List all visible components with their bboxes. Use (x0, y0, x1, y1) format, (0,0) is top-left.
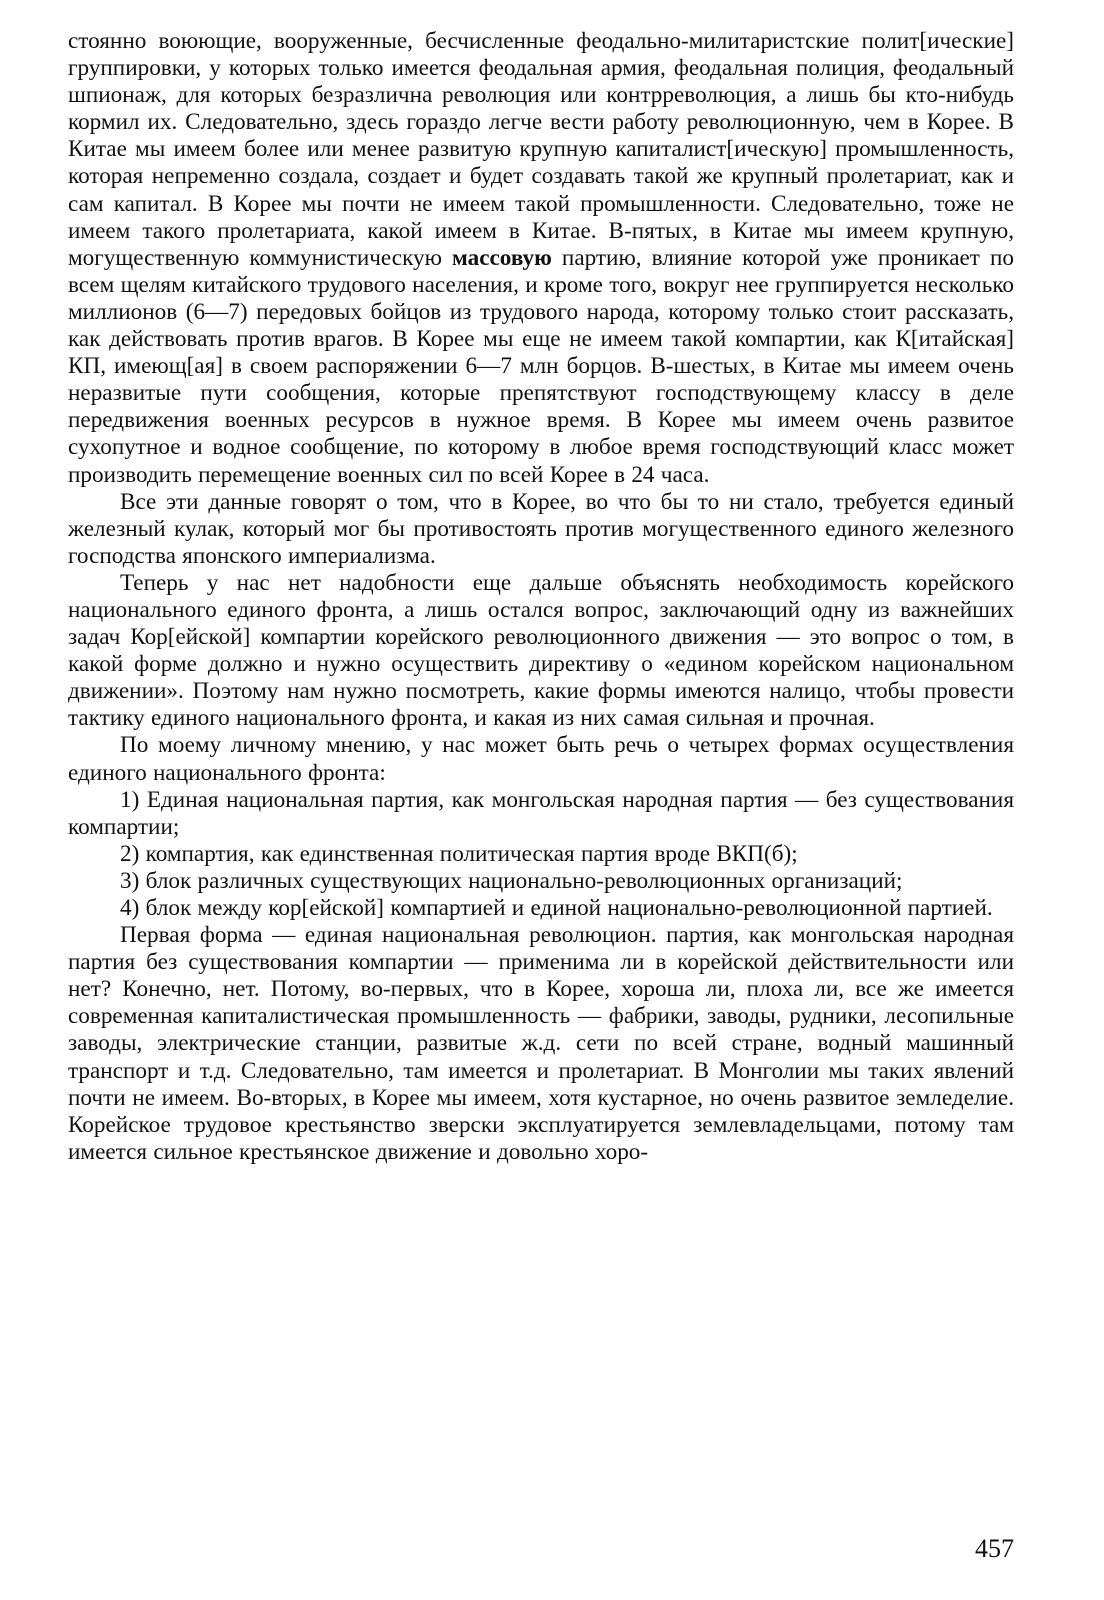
paragraph-1-bold-word: массовую (451, 244, 552, 271)
list-item-4: 4) блок между кор[ейской] компартией и единой национально-революционной партией. (120, 895, 993, 921)
paragraph-1-text-end: партию, влияние которой уже проникает по всем щелям китайского трудового населения, и кроме того, вокруг нее группируется несколько миллионов (6—7) передовых бойцов из трудового народа, которому только стоит рассказать, как действовать против врагов. В Корее мы еще не имеем такой компартии, как К[итайская] КП, имеющ[ая] в своем распоряжении 6—7 млн борцов. В-шестых, в Китае мы имеем очень неразвитые пути сообщения, которые препятствуют господствующему классу в деле передвижения военных ресурсов в нужное время. В Корее мы имеем очень развитое сухопутное и водное сообщение, по которому в любое время господствующий класс может производить перемещение военных сил по всей Корее в 24 часа. (68, 244, 1014, 488)
paragraph-4: По моему личному мнению, у нас может быть речь о четырех формах осуществления единого национального фронта: (68, 732, 1014, 786)
page-number: 457 (975, 1534, 1014, 1563)
paragraph-1-text-start: стоянно воюющие, вооруженные, бесчисленные феодально-милитаристские полит[ические] группировки, у которых только имеется феодальная армия, феодальная полиция, феодальный шпионаж, для которых безразлична революция или контрреволюция, а лишь бы кто-нибудь кормил их. Следовательно, здесь гораздо легче вести работу революционную, чем в Корее. В Китае мы имеем более или менее развитую крупную капиталист[ическую] промышленность, которая непременно создала, создает и будет создавать такой же крупный пролетариат, как и сам капитал. В Корее мы почти не имеем такой промышленности. Следовательно, тоже не имеем такого пролетариата, какой имеем в Китае. В-пятых, в Китае мы имеем крупную, могущественную коммунистическую (68, 28, 1014, 271)
paragraph-1 (68, 28, 1014, 489)
list-item-3: 3) блок различных существующих национально-революционных организаций; (120, 867, 903, 894)
paragraph-3: Теперь у нас нет надобности еще дальше объяснять необходимость корейского национального единого фронта, а лишь остался вопрос, заключающий одну из важнейших задач Кор[ейской] компартии корейского революционного движения — это вопрос о том, в какой форме должно и нужно осуществить директиву о «едином корейском национальном движении». Поэтому нам нужно посмотреть, какие формы имеются налицо, чтобы провести тактику единого национального фронта, и какая из них самая сильная и прочная. (68, 569, 1014, 732)
list-item-1: 1) Единая национальная партия, как монгольская народная партия — без существования компартии; (68, 786, 1014, 840)
paragraph-5: Первая форма — единая национальная революцион. партия, как монгольская народная партия без существования компартии — применима ли в корейской действительности или нет? Конечно, нет. Потому, во-первых, что в Корее, хороша ли, плоха ли, все же имеется современная капиталистическая промышленность — фабрики, заводы, рудники, лесопильные заводы, электрические станции, развитые ж.д. сети по всей стране, водный машинный транспорт и т.д. Следовательно, там имеется и пролетариат. В Монголии мы таких явлений почти не имеем. Во-вторых, в Корее мы имеем, хотя кустарное, но очень развитое земледелие. Корейское трудовое крестьянство зверски эксплуатируется землевладельцами, потому там имеется сильное крестьянское движение и довольно хоро- (68, 922, 1014, 1165)
list-item-2: 2) компартия, как единственная политическая партия вроде ВКП(б); (120, 840, 798, 867)
paragraph-2: Все эти данные говорят о том, что в Корее, во что бы то ни стало, требуется единый железный кулак, который мог бы противостоять против могущественного единого железного господства японского империализма. (68, 488, 1014, 569)
document-page (68, 28, 1014, 1548)
